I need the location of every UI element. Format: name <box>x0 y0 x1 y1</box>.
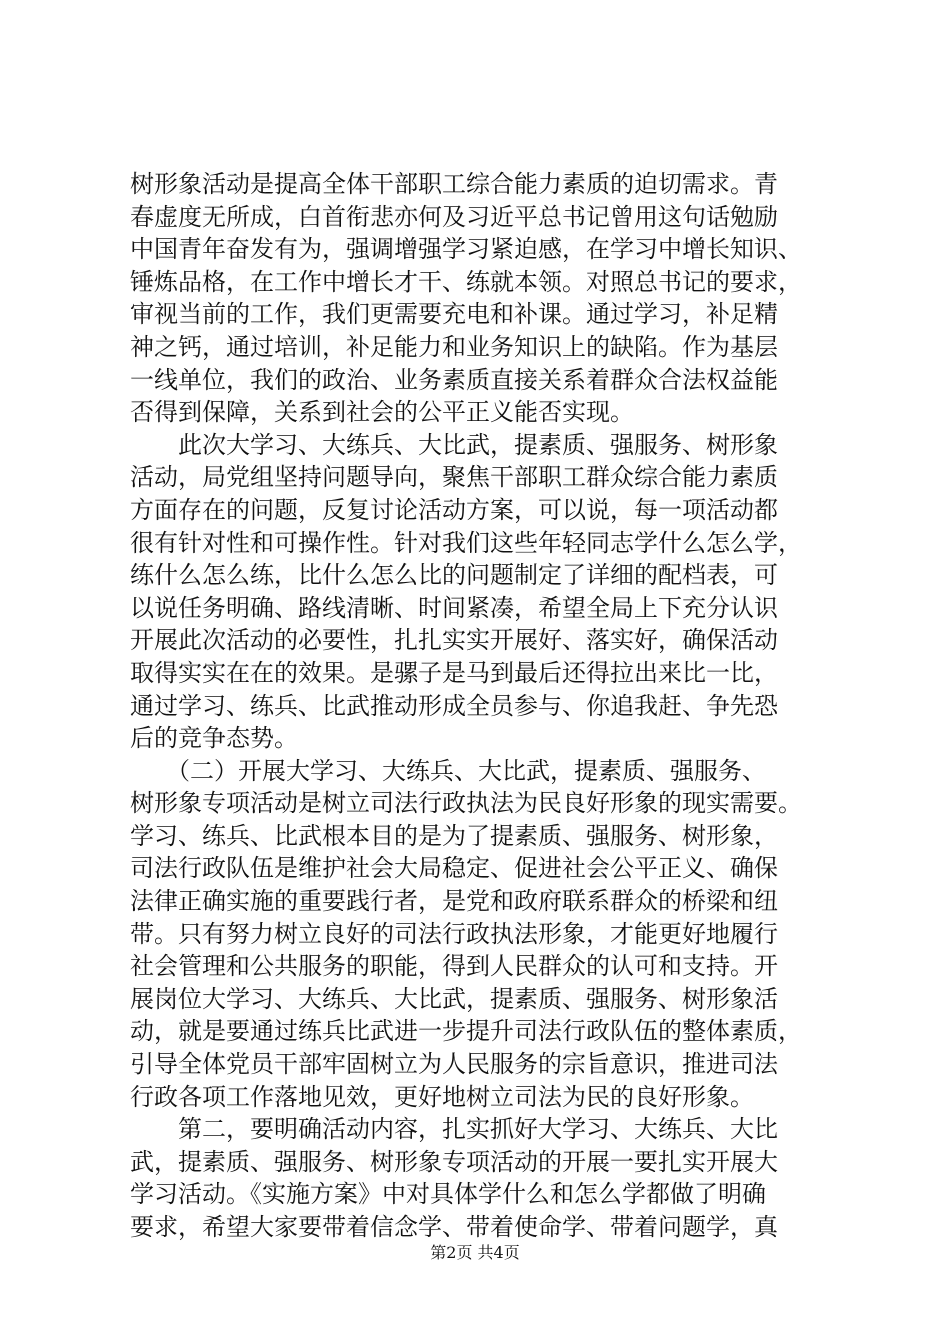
text-line: 引导全体党员干部牢固树立为人民服务的宗旨意识，推进司法 <box>130 1050 778 1079</box>
text-line: 中国青年奋发有为，强调增强学习紧迫感，在学习中增长知识、 <box>130 235 802 264</box>
text-line: 司法行政队伍是维护社会大局稳定、促进社会公平正义、确保 <box>130 854 778 883</box>
paragraph-2 <box>130 429 830 755</box>
text-line: 树形象活动是提高全体干部职工综合能力素质的迫切需求。青 <box>130 170 778 198</box>
text-line: 春虚度无所成，白首衔悲亦何及习近平总书记曾用这句话勉励 <box>130 202 778 231</box>
document-body <box>130 168 830 1244</box>
text-line: 一线单位，我们的政治、业务素质直接关系着群众合法权益能 <box>130 365 778 394</box>
text-line: 学习、练兵、比武根本目的是为了提素质、强服务、树形象， <box>130 821 778 850</box>
text-line: 学习活动。《实施方案》中对具体学什么和怎么学都做了明确 <box>130 1180 766 1209</box>
text-line: 武，提素质、强服务、树形象专项活动的开展一要扎实开展大 <box>130 1147 778 1176</box>
text-line: 通过学习、练兵、比武推动形成全员参与、你追我赶、争先恐 <box>130 691 778 720</box>
text-line: 此次大学习、大练兵、大比武，提素质、强服务、树形象 <box>130 430 778 459</box>
text-line: 开展此次活动的必要性，扎扎实实开展好、落实好，确保活动 <box>130 626 778 655</box>
paragraph-3 <box>130 755 830 1114</box>
text-line: 动，就是要通过练兵比武进一步提升司法行政队伍的整体素质， <box>130 1017 802 1046</box>
text-line: 锤炼品格，在工作中增长才干、练就本领。对照总书记的要求， <box>130 267 802 296</box>
text-line: 要求，希望大家要带着信念学、带着使命学、带着问题学，真 <box>130 1213 778 1241</box>
paragraph-1 <box>130 168 830 429</box>
paragraph-4 <box>130 1113 830 1243</box>
text-line: 第二，要明确活动内容，扎实抓好大学习、大练兵、大比 <box>130 1115 778 1144</box>
text-line: 带。只有努力树立良好的司法行政执法形象，才能更好地履行 <box>130 919 778 948</box>
text-line: 以说任务明确、路线清晰、时间紧凑，希望全局上下充分认识 <box>130 593 778 622</box>
text-line: 取得实实在在的效果。是骡子是马到最后还得拉出来比一比， <box>130 658 778 687</box>
text-line: 后的竞争态势。 <box>130 724 298 753</box>
text-line: 否得到保障，关系到社会的公平正义能否实现。 <box>130 398 634 427</box>
text-line: 活动，局党组坚持问题导向，聚焦干部职工群众综合能力素质 <box>130 463 778 492</box>
text-line: 神之钙，通过培训，补足能力和业务知识上的缺陷。作为基层 <box>130 332 778 361</box>
text-line: 法律正确实施的重要践行者，是党和政府联系群众的桥梁和纽 <box>130 887 778 916</box>
text-line: 行政各项工作落地见效，更好地树立司法为民的良好形象。 <box>130 1082 754 1111</box>
text-line: 展岗位大学习、大练兵、大比武，提素质、强服务、树形象活 <box>130 984 778 1013</box>
page-number-footer: 第2页 共4页 <box>430 1243 520 1262</box>
text-line: 社会管理和公共服务的职能，得到人民群众的认可和支持。开 <box>130 952 778 981</box>
text-line: 很有针对性和可操作性。针对我们这些年轻同志学什么怎么学， <box>130 528 802 557</box>
text-line: （二）开展大学习、大练兵、大比武，提素质、强服务、 <box>130 756 766 785</box>
text-line: 树形象专项活动是树立司法行政执法为民良好形象的现实需要。 <box>130 789 802 818</box>
text-line: 练什么怎么练，比什么怎么比的问题制定了详细的配档表，可 <box>130 561 778 590</box>
text-line: 方面存在的问题，反复讨论活动方案，可以说，每一项活动都 <box>130 495 778 524</box>
text-line: 审视当前的工作，我们更需要充电和补课。通过学习，补足精 <box>130 300 778 329</box>
